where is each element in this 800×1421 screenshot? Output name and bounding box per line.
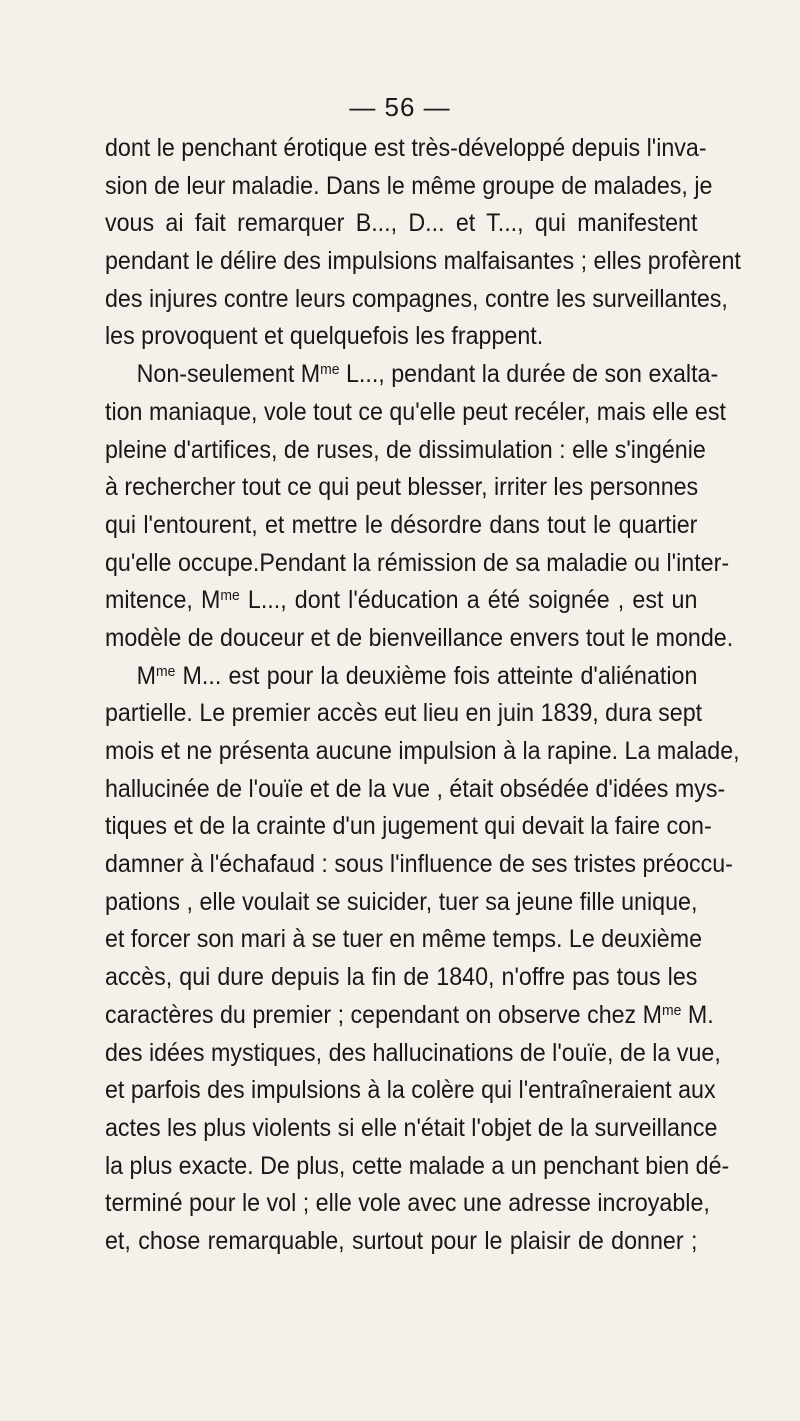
superscript: me [220,587,240,605]
text-line: tiques et de la crainte d'un jugement qui devait la faire con- [105,812,712,841]
text-line: des injures contre leurs compagnes, contre les surveillantes, [105,284,728,313]
text-line: terminé pour le vol ; elle vole avec une adresse incroyable, [105,1189,710,1218]
text-line: vous ai fait remarquer B..., D... et T..., qui manifestent [105,209,698,238]
text-line [105,997,714,1035]
text-line [105,582,697,620]
text-line: la plus exacte. De plus, cette malade a un penchant bien dé- [105,1151,730,1180]
page-number: — 56 — [349,92,451,122]
text-line: actes les plus violents si elle n'était l'objet de la surveillance [105,1113,718,1142]
text-line: accès, qui dure depuis la fin de 1840, n'offre pas tous les [105,963,698,992]
text-line: qu'elle occupe.Pendant la rémission de sa maladie ou l'inter- [105,548,730,577]
text-line: damner à l'échafaud : sous l'influence de ses tristes préoccu- [105,850,733,879]
text-line: et parfois des impulsions à la colère qui l'entraîneraient aux [105,1076,716,1105]
superscript: me [662,1001,682,1019]
text-segment: L..., dont l'éducation a été soignée , est un [239,586,698,615]
text-line: les provoquent et quelquefois les frappent. [105,322,544,351]
text-line [105,356,719,394]
superscript: me [320,361,340,379]
text-line: mois et ne présenta aucune impulsion à la rapine. La malade, [105,737,740,765]
text-segment: Non-seulement M [136,360,321,389]
text-line [105,658,697,696]
text-line: à rechercher tout ce qui peut blesser, irriter les personnes [105,473,699,502]
text-line: partielle. Le premier accès eut lieu en juin 1839, dura sept [105,699,703,728]
text-segment: M. [681,1000,714,1029]
text-line: qui l'entourent, et mettre le désordre dans tout le quartier [105,510,698,539]
text-segment: caractères du premier ; cependant on observe chez M [105,1000,663,1029]
text-line: des idées mystiques, des hallucinations de l'ouïe, de la vue, [105,1038,721,1067]
text-line: dont le penchant érotique est très-développé depuis l'inva- [105,134,707,162]
text-line: tion maniaque, vole tout ce qu'elle peut recéler, mais elle est [105,397,726,426]
text-segment: L..., pendant la durée de son exalta- [339,360,719,389]
text-line: pations , elle voulait se suicider, tuer sa jeune fille unique, [105,887,698,916]
text-line: pleine d'artifices, de ruses, de dissimulation : elle s'ingénie [105,435,706,464]
text-segment: mitence, M [105,586,221,615]
text-line: et, chose remarquable, surtout pour le plaisir de donner ; [105,1226,698,1255]
text-segment: M... est pour la deuxième fois atteinte d'aliénation [175,661,698,690]
text-line: et forcer son mari à se tuer en même temps. Le deuxième [105,925,703,954]
body-text [105,130,741,1261]
text-line: sion de leur maladie. Dans le même groupe de malades, je [105,171,713,200]
text-line: modèle de douceur et de bienveillance envers tout le monde. [105,623,734,652]
text-segment: M [136,661,156,690]
text-line: hallucinée de l'ouïe et de la vue , était obsédée d'idées mys- [105,774,726,803]
text-line: pendant le délire des impulsions malfaisantes ; elles profèrent [105,247,741,276]
superscript: me [155,662,176,680]
